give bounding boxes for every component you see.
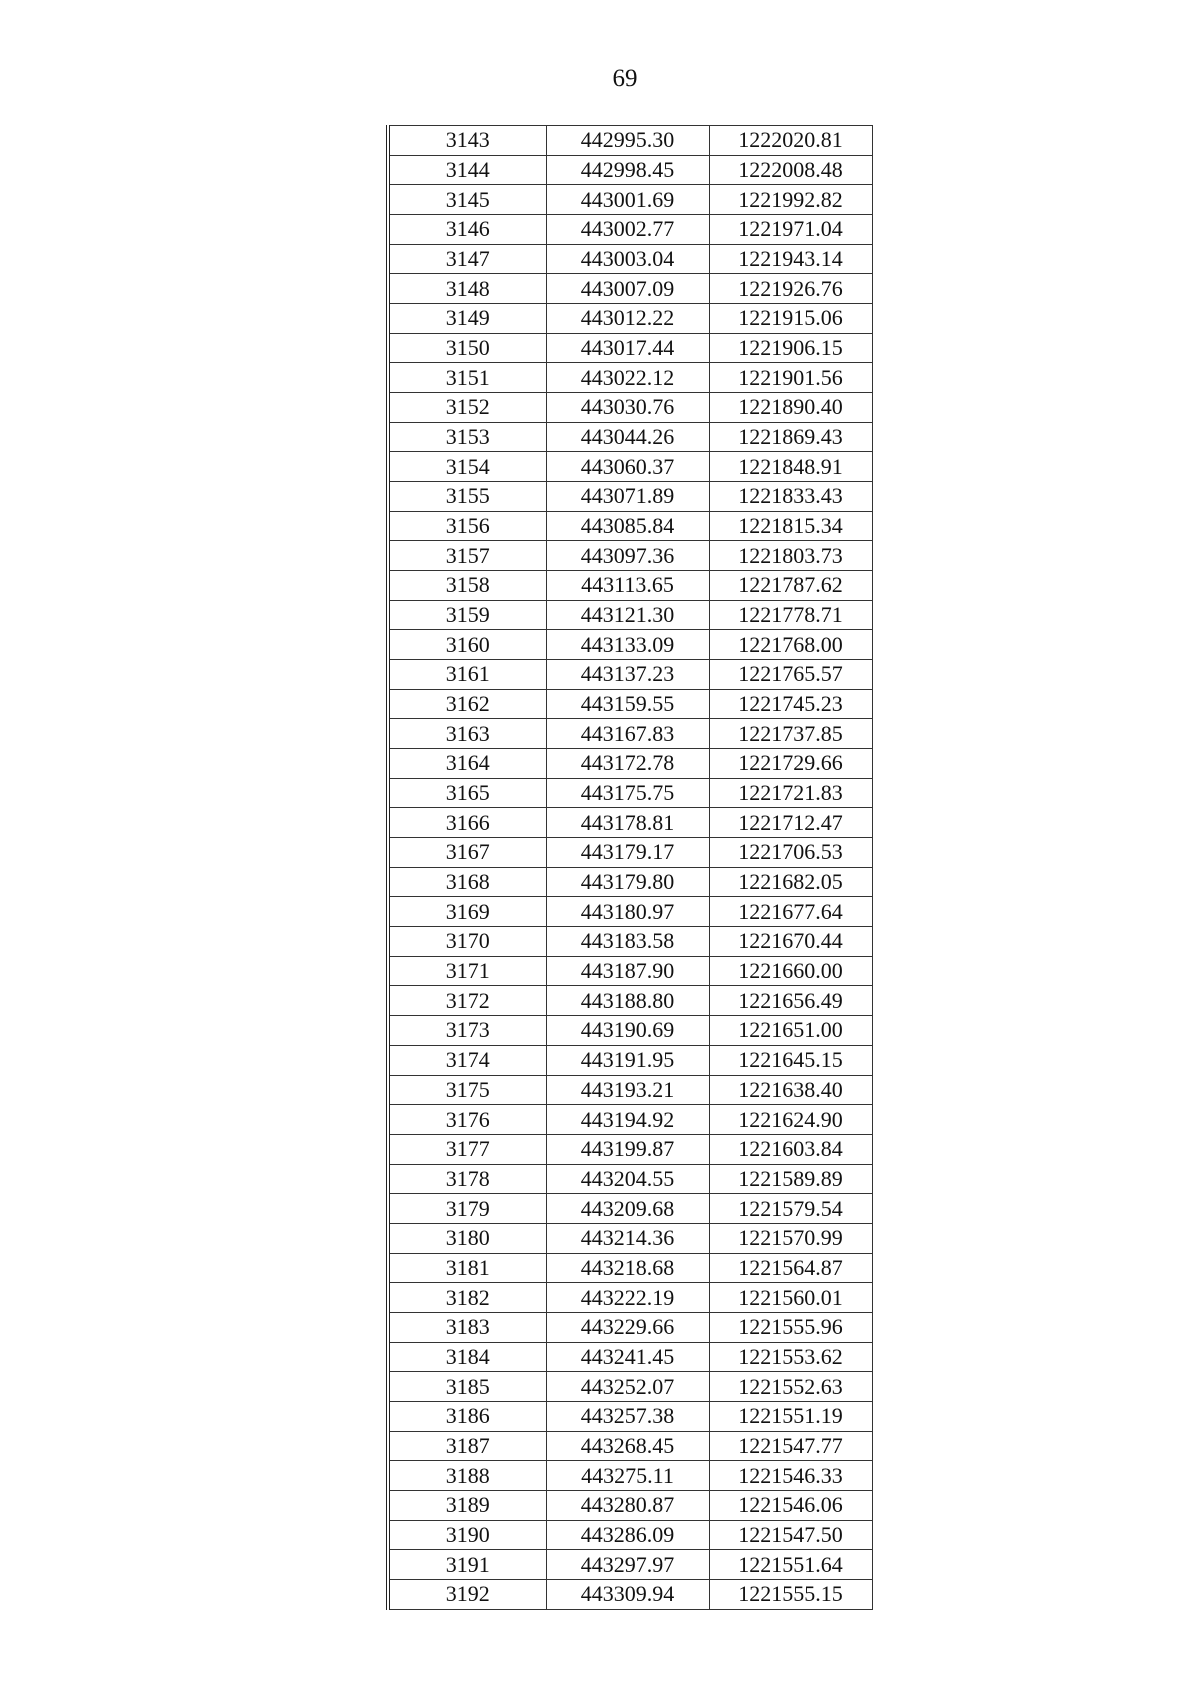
table-row [388,1579,872,1609]
y-coordinate-cell: 1221552.63 [709,1372,872,1402]
table-row [388,1105,872,1135]
point-number-cell: 3178 [388,1164,546,1194]
page-number: 69 [612,65,638,92]
y-coordinate-cell: 1221570.99 [709,1223,872,1253]
x-coordinate-cell: 443214.36 [546,1223,709,1253]
y-coordinate-cell: 1221778.71 [709,600,872,630]
x-coordinate-cell: 443204.55 [546,1164,709,1194]
x-coordinate-cell: 443229.66 [546,1312,709,1342]
x-coordinate-cell: 442995.30 [546,126,709,156]
x-coordinate-cell: 443275.11 [546,1461,709,1491]
y-coordinate-cell: 1221670.44 [709,927,872,957]
x-coordinate-cell: 443193.21 [546,1075,709,1105]
table-row [388,541,872,571]
point-number-cell: 3165 [388,778,546,808]
table-row [388,808,872,838]
y-coordinate-cell: 1221546.06 [709,1490,872,1520]
table-row [388,185,872,215]
table-row [388,1342,872,1372]
table-row [388,1164,872,1194]
table-row [388,244,872,274]
point-number-cell: 3155 [388,482,546,512]
point-number-cell: 3189 [388,1490,546,1520]
x-coordinate-cell: 443309.94 [546,1579,709,1609]
y-coordinate-cell: 1221721.83 [709,778,872,808]
y-coordinate-cell: 1221765.57 [709,660,872,690]
x-coordinate-cell: 443002.77 [546,215,709,245]
point-number-cell: 3151 [388,363,546,393]
table-row [388,660,872,690]
x-coordinate-cell: 443257.38 [546,1401,709,1431]
point-number-cell: 3167 [388,838,546,868]
table-row [388,571,872,601]
table-row [388,393,872,423]
x-coordinate-cell: 443113.65 [546,571,709,601]
point-number-cell: 3188 [388,1461,546,1491]
point-number-cell: 3146 [388,215,546,245]
y-coordinate-cell: 1221564.87 [709,1253,872,1283]
table-row [388,867,872,897]
y-coordinate-cell: 1221768.00 [709,630,872,660]
x-coordinate-cell: 443017.44 [546,333,709,363]
point-number-cell: 3145 [388,185,546,215]
point-number-cell: 3163 [388,719,546,749]
y-coordinate-cell: 1221624.90 [709,1105,872,1135]
point-number-cell: 3166 [388,808,546,838]
table-row [388,1075,872,1105]
point-number-cell: 3160 [388,630,546,660]
x-coordinate-cell: 443280.87 [546,1490,709,1520]
point-number-cell: 3148 [388,274,546,304]
x-coordinate-cell: 443190.69 [546,1016,709,1046]
point-number-cell: 3187 [388,1431,546,1461]
table-row [388,1223,872,1253]
y-coordinate-cell: 1221682.05 [709,867,872,897]
point-number-cell: 3175 [388,1075,546,1105]
table-row [388,719,872,749]
coordinate-table [386,125,873,1610]
x-coordinate-cell: 443209.68 [546,1194,709,1224]
table-row [388,363,872,393]
x-coordinate-cell: 443194.92 [546,1105,709,1135]
y-coordinate-cell: 1221926.76 [709,274,872,304]
point-number-cell: 3150 [388,333,546,363]
point-number-cell: 3149 [388,304,546,334]
point-number-cell: 3173 [388,1016,546,1046]
x-coordinate-cell: 443001.69 [546,185,709,215]
y-coordinate-cell: 1221869.43 [709,422,872,452]
point-number-cell: 3144 [388,155,546,185]
table-row [388,1016,872,1046]
x-coordinate-cell: 443012.22 [546,304,709,334]
y-coordinate-cell: 1221656.49 [709,986,872,1016]
point-number-cell: 3177 [388,1134,546,1164]
y-coordinate-cell: 1221745.23 [709,689,872,719]
table-row [388,630,872,660]
x-coordinate-cell: 443297.97 [546,1550,709,1580]
point-number-cell: 3171 [388,956,546,986]
point-number-cell: 3152 [388,393,546,423]
point-number-cell: 3158 [388,571,546,601]
x-coordinate-cell: 443121.30 [546,600,709,630]
table-row [388,600,872,630]
point-number-cell: 3164 [388,749,546,779]
point-number-cell: 3154 [388,452,546,482]
x-coordinate-cell: 443179.80 [546,867,709,897]
point-number-cell: 3181 [388,1253,546,1283]
x-coordinate-cell: 443007.09 [546,274,709,304]
table-row [388,126,872,156]
x-coordinate-cell: 443178.81 [546,808,709,838]
x-coordinate-cell: 443179.17 [546,838,709,868]
table-row [388,986,872,1016]
x-coordinate-cell: 443222.19 [546,1283,709,1313]
x-coordinate-cell: 443060.37 [546,452,709,482]
point-number-cell: 3191 [388,1550,546,1580]
x-coordinate-cell: 443188.80 [546,986,709,1016]
y-coordinate-cell: 1221803.73 [709,541,872,571]
y-coordinate-cell: 1221890.40 [709,393,872,423]
x-coordinate-cell: 443137.23 [546,660,709,690]
table-row [388,304,872,334]
y-coordinate-cell: 1221706.53 [709,838,872,868]
table-row [388,956,872,986]
point-number-cell: 3185 [388,1372,546,1402]
point-number-cell: 3156 [388,511,546,541]
table-row [388,511,872,541]
y-coordinate-cell: 1221560.01 [709,1283,872,1313]
y-coordinate-cell: 1221546.33 [709,1461,872,1491]
table-row [388,1194,872,1224]
point-number-cell: 3176 [388,1105,546,1135]
y-coordinate-cell: 1221551.19 [709,1401,872,1431]
point-number-cell: 3182 [388,1283,546,1313]
x-coordinate-cell: 443286.09 [546,1520,709,1550]
y-coordinate-cell: 1221551.64 [709,1550,872,1580]
point-number-cell: 3162 [388,689,546,719]
point-number-cell: 3180 [388,1223,546,1253]
y-coordinate-cell: 1221555.15 [709,1579,872,1609]
point-number-cell: 3172 [388,986,546,1016]
x-coordinate-cell: 443187.90 [546,956,709,986]
x-coordinate-cell: 443191.95 [546,1045,709,1075]
y-coordinate-cell: 1221787.62 [709,571,872,601]
point-number-cell: 3159 [388,600,546,630]
y-coordinate-cell: 1221971.04 [709,215,872,245]
y-coordinate-cell: 1221651.00 [709,1016,872,1046]
table-row [388,422,872,452]
table-row [388,155,872,185]
x-coordinate-cell: 443241.45 [546,1342,709,1372]
table-row [388,1253,872,1283]
y-coordinate-cell: 1221737.85 [709,719,872,749]
table-row [388,1372,872,1402]
y-coordinate-cell: 1222008.48 [709,155,872,185]
point-number-cell: 3143 [388,126,546,156]
table-row [388,274,872,304]
y-coordinate-cell: 1221906.15 [709,333,872,363]
table-row [388,778,872,808]
point-number-cell: 3179 [388,1194,546,1224]
point-number-cell: 3174 [388,1045,546,1075]
y-coordinate-cell: 1221901.56 [709,363,872,393]
table-row [388,1520,872,1550]
x-coordinate-cell: 443268.45 [546,1431,709,1461]
x-coordinate-cell: 443030.76 [546,393,709,423]
y-coordinate-cell: 1221547.77 [709,1431,872,1461]
table-row [388,1312,872,1342]
point-number-cell: 3186 [388,1401,546,1431]
y-coordinate-cell: 1221638.40 [709,1075,872,1105]
y-coordinate-cell: 1221645.15 [709,1045,872,1075]
x-coordinate-cell: 443172.78 [546,749,709,779]
table-row [388,482,872,512]
y-coordinate-cell: 1221848.91 [709,452,872,482]
x-coordinate-cell: 443133.09 [546,630,709,660]
table-row [388,1283,872,1313]
x-coordinate-cell: 443022.12 [546,363,709,393]
y-coordinate-cell: 1221943.14 [709,244,872,274]
y-coordinate-cell: 1221992.82 [709,185,872,215]
coordinate-table-body [388,126,872,1610]
x-coordinate-cell: 443252.07 [546,1372,709,1402]
point-number-cell: 3168 [388,867,546,897]
y-coordinate-cell: 1222020.81 [709,126,872,156]
point-number-cell: 3147 [388,244,546,274]
table-row [388,927,872,957]
x-coordinate-cell: 442998.45 [546,155,709,185]
y-coordinate-cell: 1221712.47 [709,808,872,838]
table-row [388,1401,872,1431]
x-coordinate-cell: 443071.89 [546,482,709,512]
y-coordinate-cell: 1221579.54 [709,1194,872,1224]
x-coordinate-cell: 443218.68 [546,1253,709,1283]
point-number-cell: 3170 [388,927,546,957]
y-coordinate-cell: 1221589.89 [709,1164,872,1194]
point-number-cell: 3169 [388,897,546,927]
y-coordinate-cell: 1221553.62 [709,1342,872,1372]
x-coordinate-cell: 443003.04 [546,244,709,274]
y-coordinate-cell: 1221729.66 [709,749,872,779]
point-number-cell: 3161 [388,660,546,690]
table-row [388,333,872,363]
table-row [388,215,872,245]
y-coordinate-cell: 1221660.00 [709,956,872,986]
table-row [388,1490,872,1520]
table-row [388,1134,872,1164]
x-coordinate-cell: 443167.83 [546,719,709,749]
point-number-cell: 3184 [388,1342,546,1372]
table-row [388,1431,872,1461]
y-coordinate-cell: 1221555.96 [709,1312,872,1342]
table-row [388,897,872,927]
x-coordinate-cell: 443044.26 [546,422,709,452]
point-number-cell: 3153 [388,422,546,452]
table-row [388,1045,872,1075]
y-coordinate-cell: 1221603.84 [709,1134,872,1164]
table-row [388,452,872,482]
table-row [388,1461,872,1491]
x-coordinate-cell: 443097.36 [546,541,709,571]
x-coordinate-cell: 443159.55 [546,689,709,719]
y-coordinate-cell: 1221547.50 [709,1520,872,1550]
x-coordinate-cell: 443085.84 [546,511,709,541]
x-coordinate-cell: 443199.87 [546,1134,709,1164]
x-coordinate-cell: 443183.58 [546,927,709,957]
y-coordinate-cell: 1221677.64 [709,897,872,927]
y-coordinate-cell: 1221833.43 [709,482,872,512]
table-row [388,838,872,868]
x-coordinate-cell: 443175.75 [546,778,709,808]
point-number-cell: 3183 [388,1312,546,1342]
table-row [388,689,872,719]
y-coordinate-cell: 1221815.34 [709,511,872,541]
point-number-cell: 3157 [388,541,546,571]
table-row [388,749,872,779]
point-number-cell: 3190 [388,1520,546,1550]
point-number-cell: 3192 [388,1579,546,1609]
table-row [388,1550,872,1580]
x-coordinate-cell: 443180.97 [546,897,709,927]
y-coordinate-cell: 1221915.06 [709,304,872,334]
